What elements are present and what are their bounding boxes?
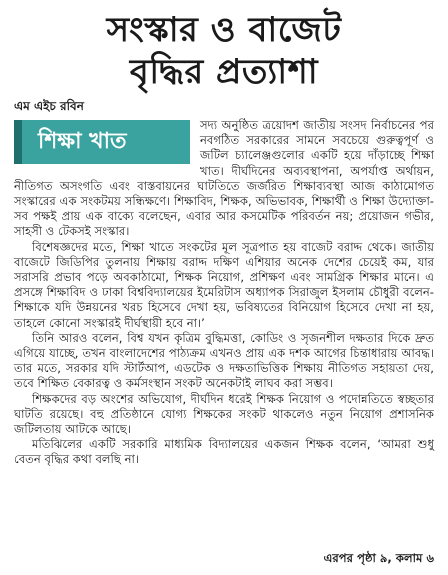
section-label-box [14,120,190,164]
paragraph-5: মতিঝিলের একটি সরকারি মাধ্যমিক বিদ্যালয়ের একজন শিক্ষক বলেন, ‘আমরা শুধু বেতন বৃদ্ধির কথা বলছি না। [14,437,434,467]
article-body [14,118,434,468]
byline: এম এইচ রবিন [14,99,84,113]
headline-line-2: বৃদ্ধির প্রত্যাশা [129,52,319,92]
paragraph-intro: সদ্য অনুষ্ঠিত ত্রয়োদশ জাতীয় সংসদ নির্বাচনের পর নবগঠিত সরকারের সামনে সবচেয়ে গুরুত্বপূর্ণ ও জটিল চ্যালেঞ্জগুলোর একটি হয়ে দাঁড়াচ্ছে শিক্ষা খাত। দীর্ঘদিনের অব্যবস্থাপনা, অপর্যাপ্ত অর্থায়ন, নীতিগত অসংগতি এবং বাস্তবায়নের ঘাটতিতে জর্জরিত শিক্ষাব্যবস্থা আজ কাঠামোগত সংস্কারের এক সংকটময় সন্ধিক্ষণে। শিক্ষাবিদ, শিক্ষক, অভিভাবক, শিক্ষার্থী ও শিক্ষা উদ্যোক্তা- সব পক্ষই প্রায় এক বাক্যে বলেছেন, এবার আর কসমেটিক পরিবর্তন নয়; প্রয়োজন গভীর, সাহসী ও টেকসই সংস্কার। [14,118,434,239]
headline [14,10,434,92]
paragraph-3: তিনি আরও বলেন, বিশ্ব যখন কৃত্রিম বুদ্ধিমত্তা, কোডিং ও সৃজনশীল দক্ষতার দিকে দ্রুত এগিয়ে যাচ্ছে, তখন বাংলাদেশের পাঠ্যক্রম এখনও প্রায় এক দশক আগের চিন্তাধারায় আবদ্ধ। তার মতে, সরকার যদি স্টার্টআপ, এডটেক ও দক্ষতাভিত্তিক শিক্ষায় নীতিগত সহায়তা দেয়, তবে শিক্ষিত বেকারত্ব ও কর্মসংস্থান সংকট অনেকটাই লাঘব করা সম্ভব। [14,330,434,391]
section-label: শিক্ষা খাত [38,129,127,155]
continued-on-link: এরপর পৃষ্ঠা ৯, কলাম ৬ [323,551,434,565]
paragraph-2: বিশেষজ্ঞদের মতে, শিক্ষা খাতে সংকটের মূল সূত্রপাত হয় বাজেট বরাদ্দ থেকে। জাতীয় বাজেটে জিডিপির তুলনায় শিক্ষায় বরাদ্দ দক্ষিণ এশিয়ার অনেক দেশের চেয়েই কম, যার সরাসরি প্রভাব পড়ে অবকাঠামো, শিক্ষক নিয়োগ, প্রশিক্ষণ এবং সামগ্রিক শিক্ষার মানে। এ প্রসঙ্গে শিক্ষাবিদ ও ঢাকা বিশ্ববিদ্যালয়ের ইমেরিটাস অধ্যাপক সিরাজুল ইসলাম চৌধুরী বলেন- শিক্ষাকে যদি উন্নয়নের খরচ হিসেবে দেখা হয়, ভবিষ্যতের বিনিয়োগ হিসেবে দেখা না হয়, তাহলে কোনো সংস্কারই দীর্ঘস্থায়ী হবে না।’ [14,239,434,330]
headline-line-1: সংস্কার ও বাজেট [106,10,342,50]
paragraph-4: শিক্ষকদের বড় অংশের অভিযোগ, দীর্ঘদিন ধরেই শিক্ষক নিয়োগ ও পদোন্নতিতে স্বচ্ছতার ঘাটতি রয়েছে। বহু প্রতিষ্ঠানে যোগ্য শিক্ষকের সংকট থাকলেও নতুন নিয়োগ প্রশাসনিক জটিলতায় আটকে আছে। [14,391,434,437]
